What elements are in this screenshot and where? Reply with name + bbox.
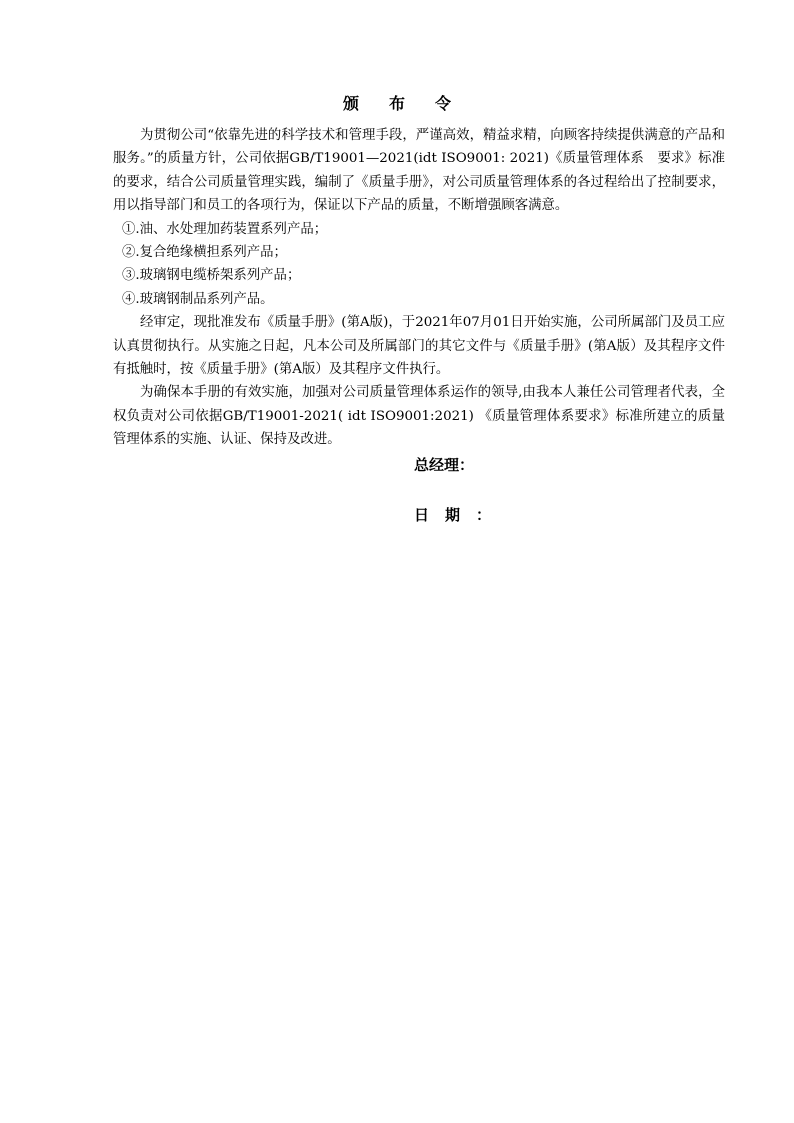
document-title: 颁布令 — [342, 94, 481, 113]
paragraph-responsibility: 为确保本手册的有效实施，加强对公司质量管理体系运作的领导,由我本人兼任公司管理者代表，全权负责对公司依据GB/T19001-2021( idt ISO9001:2021) 《质量管理体系要求》标准所建立的质量管理体系的实施、认证、保持及改进。 — [113, 385, 725, 448]
product-item-1: ①.油、水处理加药装置系列产品； — [122, 221, 328, 237]
manager-signature-label: 总经理： — [414, 456, 475, 474]
paragraph-intro: 为贯彻公司“依靠先进的科学技术和管理手段，严谨高效，精益求精，向顾客持续提供满意的产品和服务。”的质量方针，公司依据GB/T19001—2021(idt ISO9001: 2021)《质量管理体系 要求》标准的要求，结合公司质量管理实践，编制了《质量手册》，对公司质量管理体系的各过程给出了控制要求，用以指导部门和员工的各项行为，保证以下产品的质量，不断增强顾客满意。 — [113, 128, 725, 214]
product-item-4: ④.玻璃钢制品系列产品。 — [122, 291, 274, 307]
product-item-2: ②.复合绝缘横担系列产品； — [122, 245, 287, 261]
paragraph-approval: 经审定，现批准发布《质量手册》(第A版)，于2021年07月01日开始实施，公司所属部门及员工应认真贯彻执行。从实施之日起，凡本公司及所属部门的其它文件与《质量手册》(第A版）及其程序文件有抵触时，按《质量手册》(第A版）及其程序文件执行。 — [113, 315, 725, 378]
date-label: 日期： — [414, 506, 508, 524]
document-body — [113, 124, 725, 452]
product-item-3: ③.玻璃钢电缆桥架系列产品； — [122, 268, 301, 284]
